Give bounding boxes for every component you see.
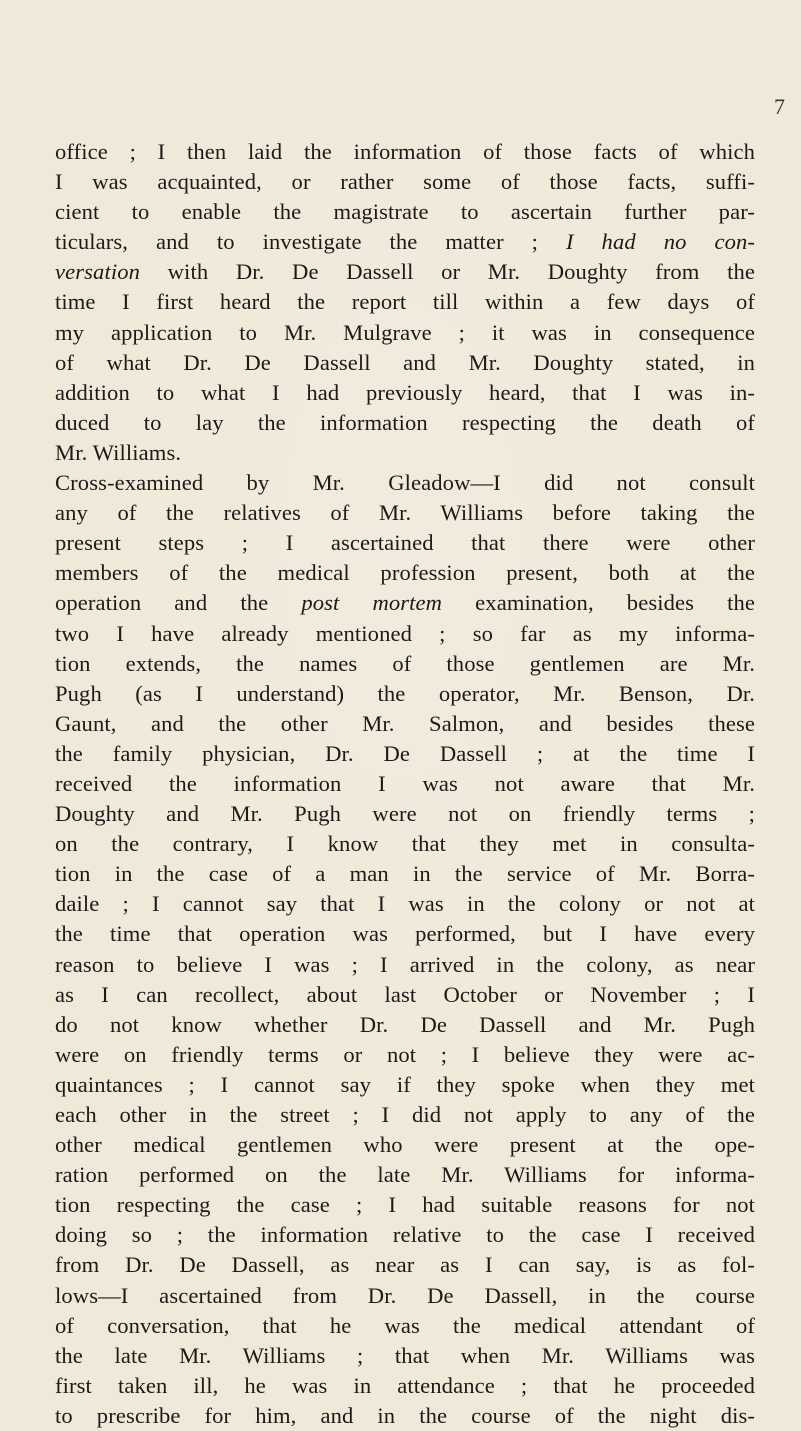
- page-number: 7: [774, 94, 785, 119]
- text-line: Pugh (as I understand) the operator, Mr. Benson, Dr.: [55, 680, 755, 706]
- text-line: cient to enable the magistrate to ascertain further par-: [55, 199, 755, 225]
- text-line: office ; I then laid the information of those facts of which: [55, 139, 755, 164]
- text-line: ration performed on the late Mr. Williams for informa-: [55, 1162, 755, 1188]
- text-line: each other in the street ; I did not apply to any of the: [55, 1102, 755, 1127]
- text-line: received the information I was not aware that Mr.: [55, 770, 755, 796]
- text-line: on the contrary, I know that they met in consulta-: [55, 831, 755, 857]
- text-line: operation and the post mortem examination, besides the: [55, 590, 755, 616]
- text-line: to prescribe for him, and in the course of the night dis-: [55, 1402, 755, 1428]
- text-line: lows—I ascertained from Dr. De Dassell, in the course: [55, 1282, 755, 1308]
- text-line: were on friendly terms or not ; I believe they were ac-: [55, 1041, 755, 1067]
- text-line: as I can recollect, about last October or November ; I: [55, 981, 755, 1007]
- text-line: the late Mr. Williams ; that when Mr. Williams was: [55, 1342, 755, 1368]
- text-line: present steps ; I ascertained that there were other: [55, 530, 755, 556]
- text-line: any of the relatives of Mr. Williams before taking the: [55, 500, 755, 526]
- text-line: versation with Dr. De Dassell or Mr. Doughty from the: [55, 259, 755, 285]
- text-line: other medical gentlemen who were present at the ope-: [55, 1132, 755, 1158]
- text-line: tion in the case of a man in the service of Mr. Borra-: [55, 861, 755, 887]
- text-line: my application to Mr. Mulgrave ; it was in consequence: [55, 319, 755, 345]
- text-line: addition to what I had previously heard, that I was in-: [55, 379, 755, 405]
- text-line: do not know whether Dr. De Dassell and Mr. Pugh: [55, 1011, 755, 1037]
- text-line: of conversation, that he was the medical attendant of: [55, 1312, 755, 1338]
- text-line: members of the medical profession present, both at the: [55, 560, 755, 586]
- text-line: I was acquainted, or rather some of those facts, suffi-: [55, 169, 755, 195]
- text-line: ticulars, and to investigate the matter ; I had no con-: [55, 229, 755, 255]
- text-line: tion extends, the names of those gentlemen are Mr.: [55, 650, 755, 676]
- text-line: two I have already mentioned ; so far as my informa-: [55, 620, 755, 646]
- text-line: Mr. Williams.: [55, 439, 182, 465]
- text-line: Doughty and Mr. Pugh were not on friendly terms ;: [55, 801, 755, 827]
- text-line: doing so ; the information relative to the case I received: [55, 1222, 755, 1248]
- text-line: of what Dr. De Dassell and Mr. Doughty stated, in: [55, 349, 755, 375]
- text-line: Cross-examined by Mr. Gleadow—I did not consult: [55, 470, 755, 496]
- text-line: quaintances ; I cannot say if they spoke when they met: [55, 1071, 755, 1097]
- text-line: reason to believe I was ; I arrived in the colony, as near: [55, 951, 755, 977]
- text-line: Gaunt, and the other Mr. Salmon, and besides these: [55, 710, 755, 736]
- text-line: tion respecting the case ; I had suitable reasons for not: [55, 1192, 755, 1218]
- body-text: [55, 137, 755, 1431]
- text-line: the time that operation was performed, but I have every: [55, 921, 755, 947]
- text-line: daile ; I cannot say that I was in the colony or not at: [55, 891, 755, 917]
- text-line: first taken ill, he was in attendance ; that he proceeded: [55, 1372, 755, 1398]
- text-line: the family physician, Dr. De Dassell ; at the time I: [55, 740, 755, 766]
- text-line: time I first heard the report till within a few days of: [55, 289, 755, 315]
- text-line: from Dr. De Dassell, as near as I can say, is as fol-: [55, 1252, 755, 1278]
- text-line: duced to lay the information respecting the death of: [55, 409, 755, 435]
